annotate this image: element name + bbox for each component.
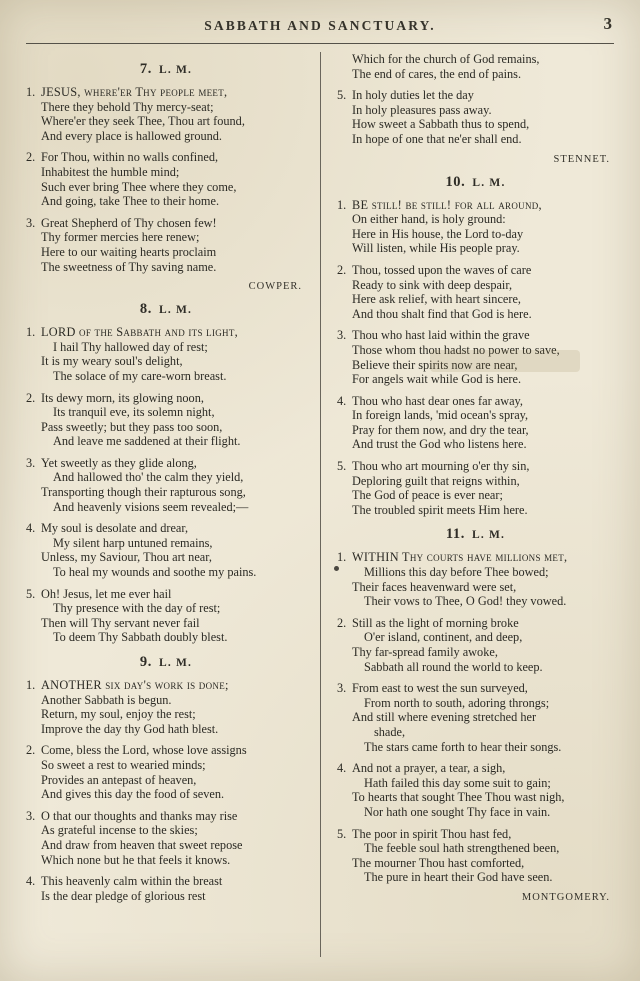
verse-line: For Thou, within no walls confined, [41, 150, 219, 165]
stanza-lines [41, 521, 306, 579]
verse-line: O that our thoughts and thanks may rise [41, 808, 238, 823]
verse-line: Pass sweetly; but they pass too soon, [41, 419, 223, 434]
verse-line: Thy presence with the day of rest; [53, 601, 221, 616]
hymn-number: 10. [445, 173, 466, 190]
verse-line: Thy far-spread family awoke, [352, 645, 498, 659]
verse-line: From east to west the sun surveyed, [352, 681, 528, 696]
verse-line: Its tranquil eve, its solemn night, [53, 405, 215, 420]
verse-line: I hail Thy hallowed day of rest; [53, 339, 208, 354]
running-title: SABBATH AND SANCTUARY. [204, 18, 436, 33]
stanza [26, 325, 306, 383]
verse-line: The sweetness of Thy saving name. [41, 259, 217, 274]
verse-line: And trust the God who listens here. [352, 437, 527, 452]
verse-line: The mourner Thou hast comforted, [352, 855, 525, 870]
verse-line: Thou who hast dear ones far away, [352, 393, 523, 408]
verse-line: Thy former mercies here renew; [41, 230, 200, 245]
verse-line: As grateful incense to the skies; [41, 823, 198, 838]
verse-line: And draw from heaven that sweet repose [41, 837, 243, 852]
hymn-block [337, 526, 614, 902]
verse-line: Which none but he that feels it knows. [41, 852, 231, 867]
stanza-lines [41, 85, 306, 143]
stanza-number [337, 52, 352, 81]
hymn-block [26, 301, 306, 645]
stanza-number: 2. [26, 390, 36, 405]
stanza-lines [352, 550, 614, 608]
stanza-number: 3. [337, 681, 347, 696]
verse-line: To heal my wounds and soothe my pains. [53, 565, 257, 580]
stanza [26, 743, 306, 801]
ink-mark [334, 566, 339, 571]
right-column [320, 52, 614, 957]
verse-line: This heavenly calm within the breast [41, 874, 223, 889]
stanza-number: 4. [337, 393, 347, 408]
verse-line: The solace of my care-worn breast. [53, 368, 227, 383]
verse-line: And hallowed tho' the calm they yield, [53, 470, 244, 485]
stanza-number: 3. [26, 215, 36, 230]
verse-line: Their vows to Thee, O God! they vowed. [364, 594, 567, 609]
stanza-number: 5. [26, 586, 36, 601]
hymn-number: 7. [139, 61, 152, 77]
verse-line: And leave me saddened at their flight. [53, 434, 241, 449]
verse-line: My silent harp untuned remains, [53, 535, 213, 550]
verse-line: The pure in heart their God have seen. [364, 870, 553, 885]
verse-line: Thou who art mourning o'er thy sin, [352, 459, 530, 474]
verse-line: In holy duties let the day [352, 88, 474, 103]
verse-line: Provides an antepast of heaven, [41, 772, 197, 787]
verse-line: Will listen, while His people pray. [352, 241, 520, 256]
hymn-meter: L. M. [158, 64, 193, 76]
stanza-number: 4. [26, 521, 36, 536]
verse-line: And still where evening stretched her [352, 710, 537, 725]
stanza [337, 52, 614, 81]
verse-line: Another Sabbath is begun. [41, 692, 172, 707]
verse-line: So sweet a rest to wearied minds; [41, 757, 206, 772]
stanza [26, 150, 306, 208]
verse-line: How sweet a Sabbath thus to spend, [352, 117, 530, 132]
hymn-block [26, 654, 306, 903]
stanza [26, 809, 306, 867]
hymn-block [337, 174, 614, 518]
stanza [26, 874, 306, 903]
verse-line: Thou who hast laid within the grave [352, 328, 530, 343]
stanza [337, 616, 614, 674]
stanza-lines [41, 325, 306, 383]
stanza-number: 4. [26, 874, 36, 889]
verse-line: Return, my soul, enjoy the rest; [41, 707, 196, 722]
verse-line: shade, [374, 724, 406, 739]
verse-line: Hath failed this day some suit to gain; [364, 775, 551, 790]
stanza-lines [352, 394, 614, 452]
stanza-lines [352, 681, 614, 754]
stanza [26, 587, 306, 645]
verse-line: Unless, my Saviour, Thou art near, [41, 550, 212, 565]
verse-line: LORD of the Sabbath and its light, [41, 325, 239, 340]
verse-line: Inhabitest the humble mind; [41, 164, 180, 179]
verse-line: JESUS, where'er Thy people meet, [41, 85, 228, 99]
verse-line: The stars came forth to hear their songs. [364, 739, 562, 754]
stanza-number: 2. [26, 743, 36, 758]
stanza [26, 391, 306, 449]
verse-line: For angels wait while God is here. [352, 372, 522, 387]
verse-line: Ready to sink with deep despair, [352, 277, 513, 292]
verse-line: To hearts that sought Thee Thou wast nigh, [352, 790, 565, 805]
stanza-number: 2. [26, 150, 36, 165]
verse-line: Here ask relief, with heart sincere, [352, 292, 521, 307]
stanza-lines [352, 827, 614, 885]
verse-line: In holy pleasures pass away. [352, 102, 492, 117]
stanza [337, 550, 614, 608]
verse-line: And not a prayer, a tear, a sigh, [352, 761, 506, 776]
stanza [26, 678, 306, 736]
stanza-number: 1. [26, 85, 36, 99]
verse-line: There they behold Thy mercy-seat; [41, 99, 214, 114]
verse-line: Such ever bring Thee where they come, [41, 179, 237, 194]
verse-line: And gives this day the food of seven. [41, 787, 225, 802]
verse-line: Oh! Jesus, let me ever hail [41, 586, 172, 601]
verse-line: And thou shalt find that God is here. [352, 306, 532, 321]
stanza [337, 681, 614, 754]
verse-line: From north to south, adoring throngs; [364, 695, 550, 710]
stanza-lines [352, 198, 614, 256]
hymn-meter: L. M. [158, 304, 193, 317]
verse-line: Then will Thy servant never fail [41, 615, 200, 630]
stanza-lines [352, 88, 614, 146]
verse-line: Where'er they seek Thee, Thou art found, [41, 114, 245, 129]
stanza-lines [352, 761, 614, 819]
verse-line: My soul is desolate and drear, [41, 521, 189, 536]
verse-line: On either hand, is holy ground: [352, 212, 506, 227]
hymn-number: 11. [445, 526, 465, 543]
verse-line: Transporting though their rapturous song, [41, 485, 246, 500]
verse-line: Great Shepherd of Thy chosen few! [41, 215, 217, 230]
stanza [337, 827, 614, 885]
hymn-meter: L. M. [471, 529, 506, 542]
verse-line: Believe their spirits now are near, [352, 357, 518, 372]
stanza-number: 1. [26, 678, 36, 692]
verse-line: Which for the church of God remains, [352, 52, 540, 66]
stanza [26, 521, 306, 579]
stanza-number: 1. [337, 550, 347, 565]
header-rule [26, 43, 614, 44]
verse-line: To deem Thy Sabbath doubly blest. [53, 630, 228, 645]
verse-line: Sabbath all round the world to keep. [364, 659, 543, 674]
hymn-meter: L. M. [158, 657, 193, 669]
stanza [337, 459, 614, 517]
stanza-number: 2. [337, 262, 347, 277]
verse-line: Their faces heavenward were set, [352, 579, 517, 594]
verse-line: And every place is hallowed ground. [41, 128, 222, 143]
stanza-number: 5. [337, 826, 347, 841]
stanza-number: 5. [337, 459, 347, 474]
stanza-number: 5. [337, 88, 347, 103]
stanza [337, 263, 614, 321]
verse-line: Thou, tossed upon the waves of care [352, 262, 532, 277]
verse-line: Deploring guilt that reigns within, [352, 473, 520, 488]
stanza-number: 1. [26, 325, 36, 340]
hymn-number: 8. [139, 301, 152, 318]
stanza [337, 88, 614, 146]
stanza-lines [352, 616, 614, 674]
verse-line: The end of cares, the end of pains. [352, 66, 522, 81]
hymn-author: MONTGOMERY. [521, 891, 610, 903]
stanza-lines [41, 216, 306, 274]
running-head [26, 14, 614, 40]
verse-line: BE still! be still! for all around, [352, 197, 542, 212]
stanza-lines [41, 743, 306, 801]
stanza-number: 1. [337, 197, 347, 212]
left-column [26, 52, 320, 957]
verse-line: Is the dear pledge of glorious rest [41, 888, 206, 903]
stanza-lines [352, 52, 614, 81]
hymn-meter: L. M. [472, 176, 506, 189]
verse-line: In foreign lands, 'mid ocean's spray, [352, 408, 529, 423]
stanza [26, 456, 306, 514]
verse-line: Here in His house, the Lord to-day [352, 226, 524, 241]
verse-line: Yet sweetly as they glide along, [41, 455, 197, 470]
stanza [337, 198, 614, 256]
stanza-lines [352, 263, 614, 321]
stanza-lines [41, 456, 306, 514]
hymn-heading [26, 654, 306, 671]
stanza-number: 4. [337, 761, 347, 776]
page-number: 3 [603, 14, 612, 33]
stanza [337, 394, 614, 452]
verse-line: And going, take Thee to their home. [41, 194, 220, 209]
stanza-number: 3. [26, 455, 36, 470]
verse-line: Here to our waiting hearts proclaim [41, 244, 217, 259]
verse-line: Improve the day thy God hath blest. [41, 721, 219, 736]
stanza-number: 3. [26, 808, 36, 823]
stanza [26, 85, 306, 143]
stanza-number: 2. [337, 615, 347, 630]
stanza [337, 761, 614, 819]
page-columns [26, 52, 614, 957]
stanza-lines [41, 678, 306, 736]
hymn-block [26, 61, 306, 292]
hymn-author: COWPER. [248, 281, 302, 293]
hymn-author: STENNET. [553, 153, 610, 165]
verse-line: WITHIN Thy courts have millions met, [352, 550, 568, 565]
hymn-block [337, 52, 614, 165]
stanza [26, 216, 306, 274]
verse-line: Nor hath one sought Thy face in vain. [364, 804, 551, 819]
stanza-number: 3. [337, 328, 347, 343]
verse-line: Those whom thou hadst no power to save, [352, 342, 560, 357]
verse-line: Pray for them now, and dry the tear, [352, 422, 529, 437]
verse-line: O'er island, continent, and deep, [364, 630, 523, 645]
verse-line: In hope of one that ne'er shall end. [352, 131, 522, 146]
verse-line: It is my weary soul's delight, [41, 354, 183, 369]
verse-line: The poor in spirit Thou hast fed, [352, 826, 512, 841]
stanza-lines [41, 391, 306, 449]
stanza [337, 328, 614, 386]
stanza-lines [41, 809, 306, 867]
verse-line: The troubled spirit meets Him here. [352, 502, 528, 517]
verse-line: And heavenly visions seem revealed;— [53, 499, 249, 514]
hymn-heading [337, 174, 614, 191]
hymn-heading [26, 61, 306, 78]
stanza-lines [352, 328, 614, 386]
stanza-lines [41, 587, 306, 645]
verse-line: Millions this day before Thee bowed; [364, 565, 549, 580]
stanza-lines [352, 459, 614, 517]
verse-line: Still as the light of morning broke [352, 615, 519, 630]
hymn-heading [26, 301, 306, 318]
verse-line: Come, bless the Lord, whose love assigns [41, 743, 247, 758]
verse-line: Its dewy morn, its glowing noon, [41, 390, 204, 405]
verse-line: ANOTHER six day's work is done; [41, 678, 229, 692]
verse-line: The feeble soul hath strengthened been, [364, 841, 560, 856]
verse-line: The God of peace is ever near; [352, 488, 503, 503]
hymn-number: 9. [139, 654, 152, 670]
hymn-heading [337, 526, 614, 543]
stanza-lines [41, 874, 306, 903]
stanza-lines [41, 150, 306, 208]
